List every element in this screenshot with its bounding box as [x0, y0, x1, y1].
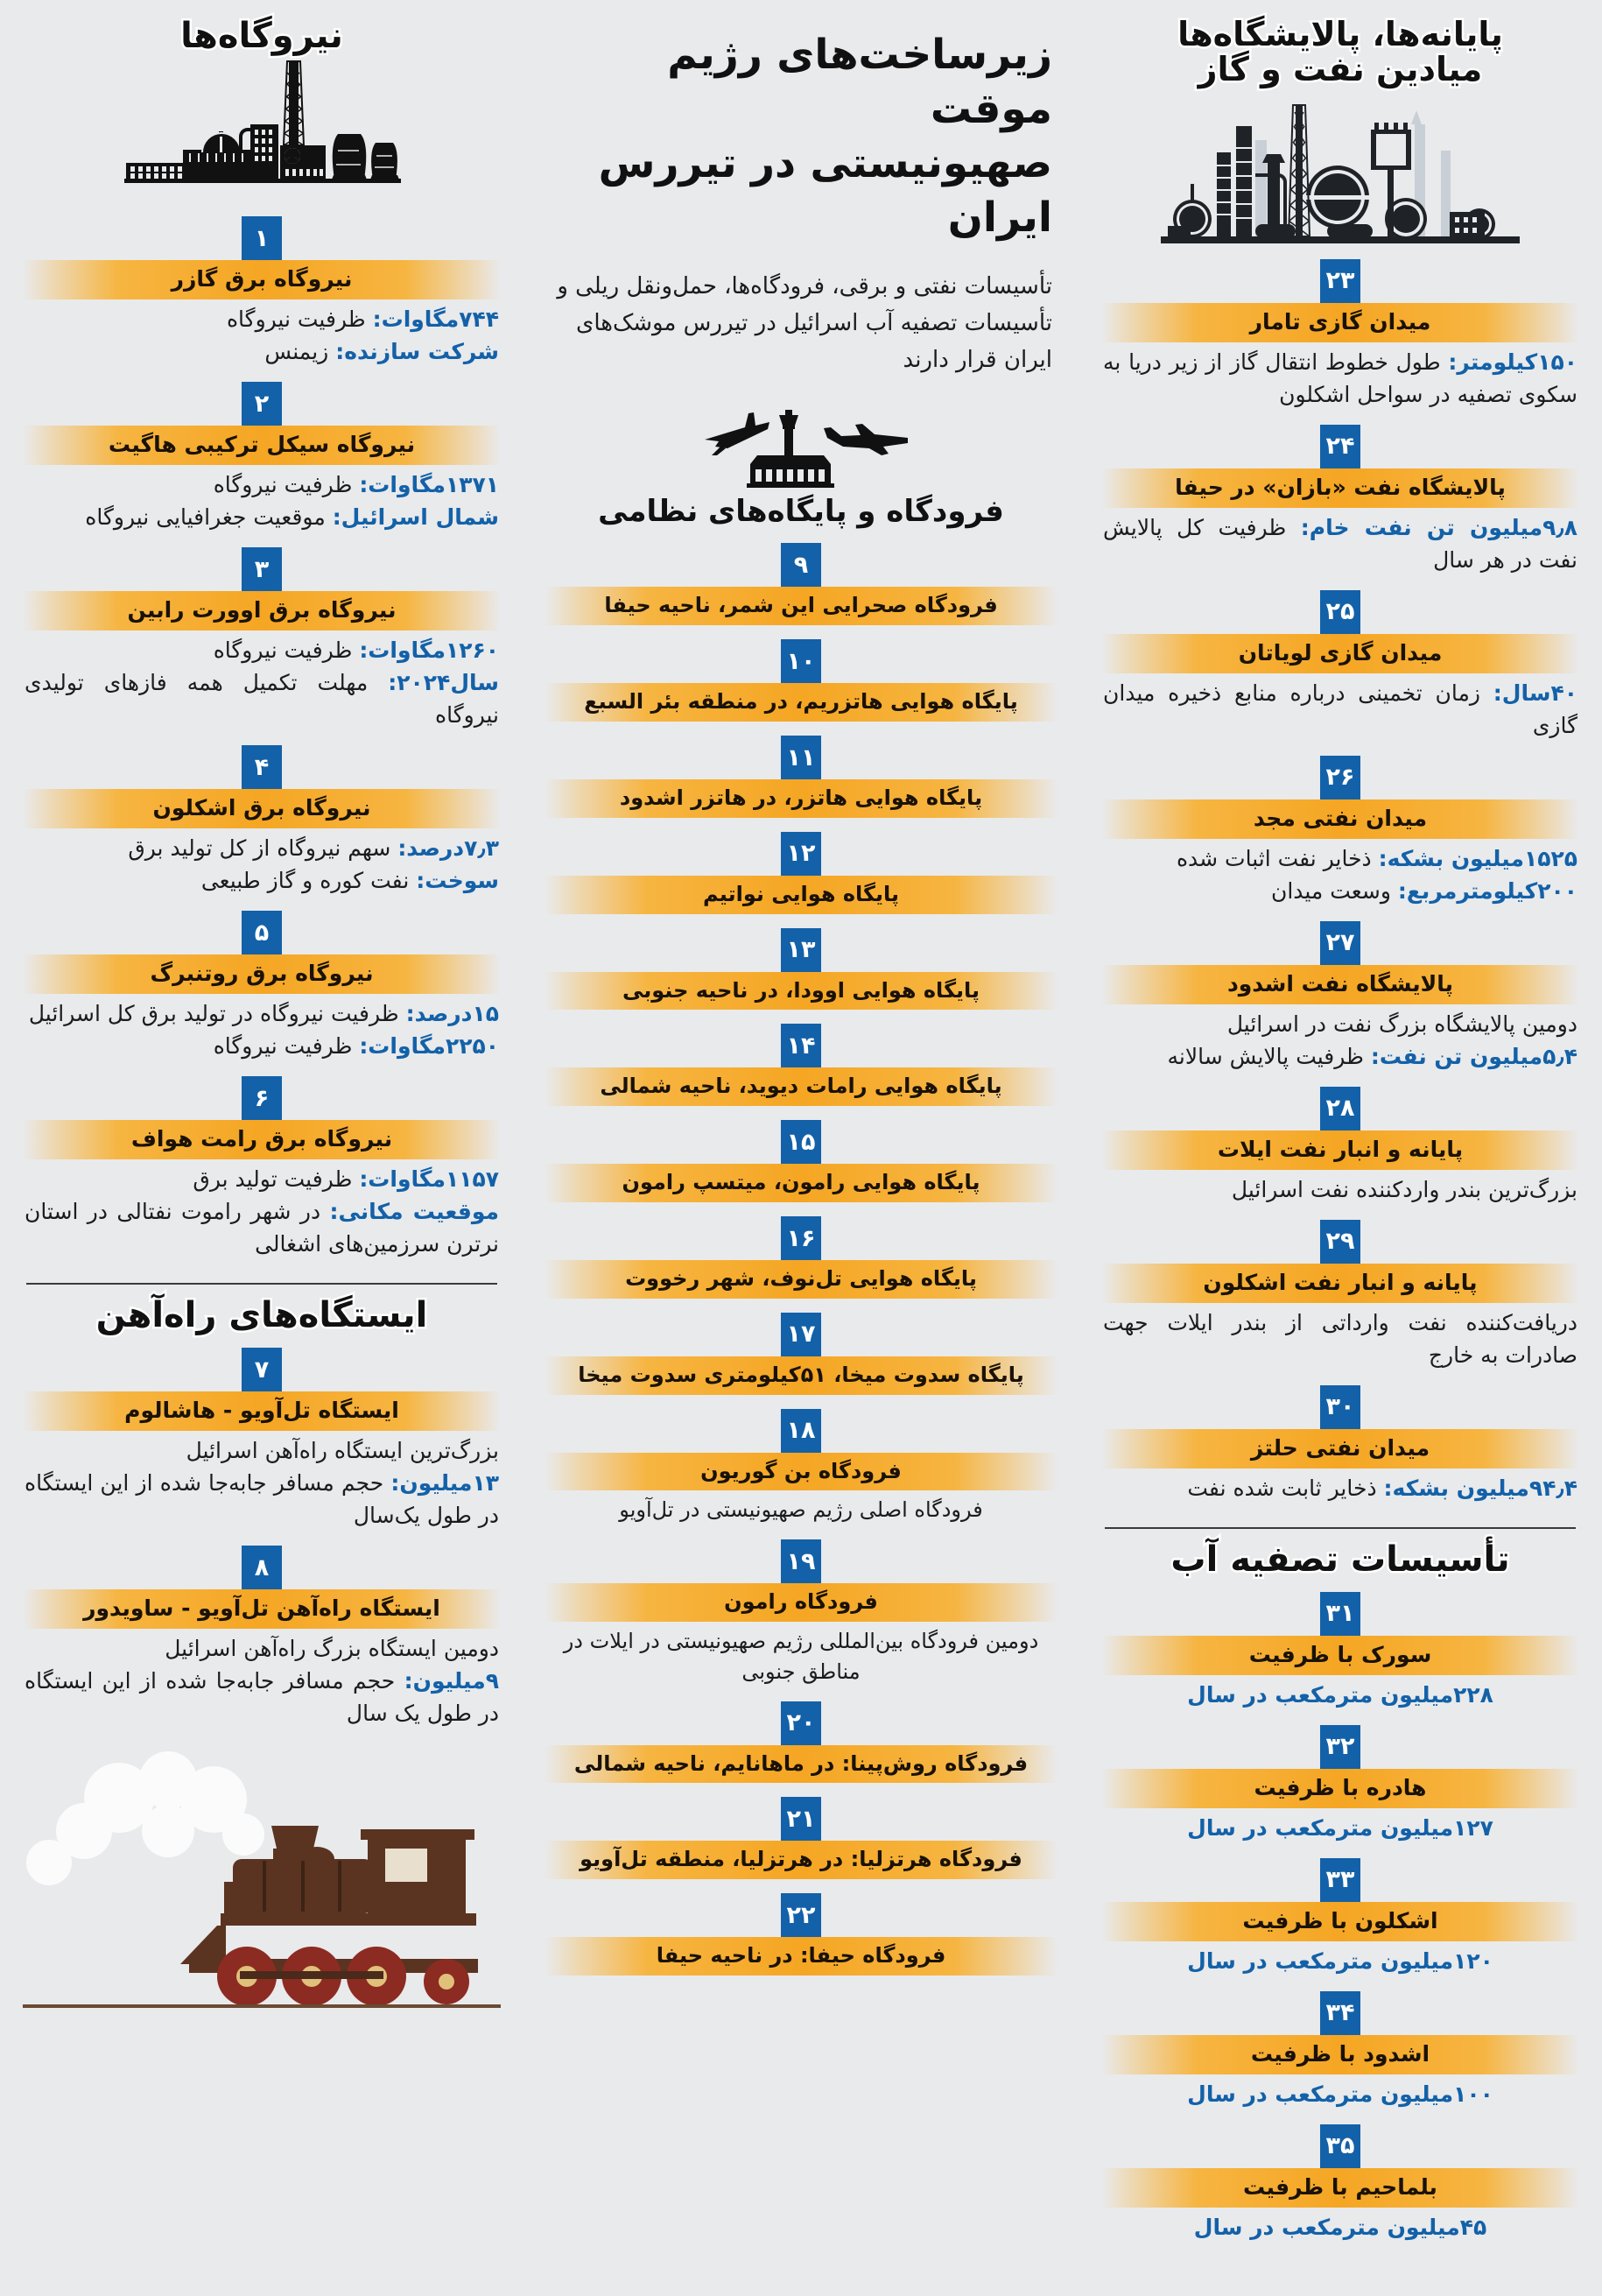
- oil-refinery-icon: [1152, 79, 1528, 245]
- entry-desc: [23, 994, 501, 1062]
- fact-value: ظرفیت نیروگاه در تولید برق کل اسرائیل: [28, 1001, 399, 1026]
- fact-value: موقعیت جغرافیایی نیروگاه: [85, 504, 326, 530]
- fact-label: ۴۰سال:: [1493, 680, 1577, 706]
- entry-number: ۹: [781, 543, 821, 587]
- entry-number: ۱: [242, 216, 282, 260]
- fact-value: زمان تخمینی درباره منابع ذخیره میدان گازی: [1103, 680, 1577, 738]
- fact-value: طول خطوط انتقال گاز از زیر دریا به سکوی تصفیه در سواحل اشکلون: [1103, 349, 1577, 407]
- entry-32: [1101, 1725, 1579, 1844]
- entry-number: ۱۷: [781, 1313, 821, 1356]
- fact-label: سال۲۰۲۴:: [388, 670, 499, 695]
- entry-23: [1101, 259, 1579, 411]
- entry-35: [1101, 2124, 1579, 2243]
- entry-desc: [1101, 1004, 1579, 1073]
- entry-title: پایگاه هوایی اوودا، در ناحیه جنوبی: [545, 972, 1057, 1011]
- fact-value: ذخایر ثابت شده نفت: [1187, 1475, 1377, 1501]
- entry-number: ۱۹: [781, 1539, 821, 1583]
- fact-label: شرکت سازنده:: [335, 339, 499, 364]
- entry-9: [545, 543, 1057, 625]
- entry-desc: [23, 299, 501, 368]
- entry-desc: [1101, 839, 1579, 907]
- entry-desc: [23, 465, 501, 533]
- entry-12: [545, 832, 1057, 914]
- fact-label: ۷۴۴مگاوات:: [372, 306, 499, 332]
- entry-title: میدان نفتی مجد: [1101, 799, 1579, 839]
- entry-title: پایانه و انبار نفت اشکلون: [1101, 1264, 1579, 1303]
- entry-desc: [23, 1431, 501, 1532]
- entry-14: [545, 1024, 1057, 1106]
- airport-entry-list: [545, 543, 1057, 1976]
- entry-capacity: ۱۲۰میلیون مترمکعب در سال: [1187, 1947, 1493, 1974]
- entry-number: ۲۴: [1320, 425, 1360, 468]
- entry-15: [545, 1120, 1057, 1202]
- fact-value: ظرفیت نیروگاه: [226, 306, 366, 332]
- page-title: [548, 28, 1052, 245]
- entry-6: [23, 1076, 501, 1260]
- entry-title: اشدود با ظرفیت: [1101, 2035, 1579, 2074]
- entry-28: [1101, 1087, 1579, 1206]
- water-entry-list: [1101, 1592, 1579, 2243]
- locomotive-illustration-area: [23, 1745, 501, 2008]
- entry-title: پایگاه سدوت میخا، ۵۱کیلومتری سدوت میخا: [545, 1356, 1057, 1395]
- entry-number: ۲۹: [1320, 1220, 1360, 1264]
- fact-value: سهم نیروگاه از کل تولید برق: [128, 835, 391, 861]
- entry-7: [23, 1348, 501, 1532]
- entry-5: [23, 911, 501, 1062]
- entry-title: نیروگاه برق گازر: [23, 260, 501, 299]
- steam-locomotive-icon: [23, 1750, 501, 2008]
- section-divider: [1105, 1527, 1576, 1529]
- fact-label: ۲۰۰کیلومترمربع:: [1397, 877, 1577, 904]
- fact-value: ظرفیت نیروگاه: [213, 1033, 353, 1059]
- fighter-jet-icon: [824, 424, 908, 455]
- fact-label: ۱۵درصد:: [405, 1001, 499, 1026]
- entry-24: [1101, 425, 1579, 576]
- section-header-line2: میادین نفت و گاز: [1198, 49, 1483, 88]
- fact-label: ۲۲۵۰مگاوات:: [359, 1033, 499, 1059]
- entry-title: میدان نفتی حلتز: [1101, 1429, 1579, 1468]
- entry-19: [545, 1539, 1057, 1687]
- entry-number: ۲۶: [1320, 756, 1360, 799]
- fact-value: حجم مسافر جابه‌جا شده از این ایستگاه در طول یک‌سال: [25, 1470, 499, 1528]
- fact-label: ۱۳۷۱مگاوات:: [359, 472, 499, 497]
- page-subtitle: تأسیسات نفتی و برقی، فرودگاه‌ها، حمل‌ونقل ریلی و تأسیسات تصفیه آب اسرائیل در تیررس موشک‌های ایران قرار دارند: [557, 273, 1052, 374]
- entry-title: فرودگاه روش‌پینا: در ماهانایم، ناحیه شمالی: [545, 1745, 1057, 1784]
- entry-title: نیروگاه برق اوورت رابین: [23, 591, 501, 630]
- entry-desc: [1101, 508, 1579, 576]
- entry-capacity: ۱۰۰میلیون مترمکعب در سال: [1187, 2081, 1493, 2107]
- fact-label: سوخت:: [416, 868, 499, 893]
- column-power-plants: [0, 0, 525, 2296]
- entry-22: [545, 1893, 1057, 1976]
- entry-desc: [1101, 1468, 1579, 1504]
- entry-34: [1101, 1991, 1579, 2110]
- fact-value: دومین پالایشگاه بزرگ نفت در اسرائیل: [1226, 1011, 1577, 1037]
- entry-27: [1101, 921, 1579, 1073]
- fact-label: ۱۳میلیون:: [390, 1470, 499, 1496]
- entry-number: ۳۲: [1320, 1725, 1360, 1769]
- fact-label: ۱۱۵۷مگاوات:: [359, 1166, 499, 1192]
- entry-title: هادره با ظرفیت: [1101, 1769, 1579, 1808]
- section-header-water-treatment: تأسیسات تصفیه آب: [1170, 1539, 1510, 1580]
- entry-desc: [1101, 673, 1579, 742]
- fact-value: وسعت میدان: [1270, 877, 1391, 904]
- entry-10: [545, 639, 1057, 722]
- fact-label: ۱۵۰کیلومتر:: [1448, 349, 1577, 375]
- fact-value: نفت کوره و گاز طبیعی: [200, 868, 410, 893]
- fact-label: ۹میلیون:: [404, 1668, 499, 1694]
- fact-value: دومین ایستگاه بزرگ راه‌آهن اسرائیل: [165, 1636, 499, 1661]
- entry-number: ۵: [242, 911, 282, 954]
- fact-value: ظرفیت کل پالایش نفت در هر سال: [1103, 514, 1577, 573]
- entry-title: فرودگاه بن گوریون: [545, 1453, 1057, 1491]
- entry-number: ۱۶: [781, 1216, 821, 1260]
- entry-number: ۳۳: [1320, 1858, 1360, 1902]
- entry-number: ۳۱: [1320, 1592, 1360, 1636]
- fact-label: ۵٫۴میلیون تن نفت:: [1370, 1043, 1577, 1069]
- entry-title: پایگاه هوایی هاتزر، در هاتزر اشدود: [545, 779, 1057, 818]
- fact-value: در شهر راموت نفتالی در استان نرترن سرزمین‌های اشغالی: [25, 1199, 499, 1257]
- entry-number: ۷: [242, 1348, 282, 1391]
- entry-title: نیروگاه برق اشکلون: [23, 789, 501, 828]
- entry-number: ۱۰: [781, 639, 821, 683]
- entry-title: پایگاه هوایی رامات دیوید، ناحیه شمالی: [545, 1067, 1057, 1106]
- fact-value: ظرفیت نیروگاه: [213, 472, 353, 497]
- fact-label: ۷٫۳درصد:: [397, 835, 499, 861]
- entry-33: [1101, 1858, 1579, 1977]
- entry-capacity: ۲۲۸میلیون مترمکعب در سال: [1187, 1681, 1493, 1708]
- entry-desc: [23, 1159, 501, 1260]
- entry-title: ایستگاه تل‌آویو - هاشالوم: [23, 1391, 501, 1431]
- section-header-oil-gas: [1101, 15, 1579, 88]
- power-plant-icon: [117, 49, 406, 202]
- entry-title: سورک با ظرفیت: [1101, 1636, 1579, 1675]
- entry-number: ۱۴: [781, 1024, 821, 1067]
- railway-entry-list: [23, 1348, 501, 1729]
- entry-11: [545, 736, 1057, 818]
- entry-31: [1101, 1592, 1579, 1711]
- oil-gas-entry-list: [1101, 259, 1579, 1504]
- entry-title: پالایشگاه نفت «بازان» در حیفا: [1101, 468, 1579, 508]
- entry-title: پایگاه هوایی رامون، میتسپ رامون: [545, 1164, 1057, 1202]
- fact-value: بزرگ‌ترین ایستگاه راه‌آهن اسرائیل: [186, 1438, 499, 1463]
- entry-number: ۲: [242, 382, 282, 426]
- entry-title: نیروگاه سیکل ترکیبی هاگیت: [23, 426, 501, 465]
- fact-value: ذخایر نفت اثبات شده: [1176, 845, 1372, 871]
- entry-title: پایگاه هوایی هاتزریم، در منطقه بئر السبع: [545, 683, 1057, 722]
- entry-title: پایانه و انبار نفت ایلات: [1101, 1130, 1579, 1170]
- entry-number: ۶: [242, 1076, 282, 1120]
- fact-label: ۱۲۶۰مگاوات:: [359, 637, 499, 663]
- fact-label: ۹۴٫۴میلیون بشکه:: [1383, 1475, 1577, 1501]
- entry-title: اشکلون با ظرفیت: [1101, 1902, 1579, 1941]
- page-title-line1: زیرساخت‌های رژیم موقت: [667, 31, 1052, 134]
- section-header-power-plants: نیروگاه‌ها: [180, 16, 343, 56]
- entry-number: ۱۳: [781, 928, 821, 972]
- fact-value: ظرفیت نیروگاه: [213, 637, 353, 663]
- entry-number: ۲۱: [781, 1797, 821, 1841]
- entry-desc: فرودگاه اصلی رژیم صهیونیستی در تل‌آویو: [619, 1497, 983, 1523]
- entry-number: ۱۵: [781, 1120, 821, 1164]
- entry-13: [545, 928, 1057, 1011]
- entry-title: نیروگاه برق روتنبرگ: [23, 954, 501, 994]
- entry-number: ۳: [242, 547, 282, 591]
- entry-number: ۱۸: [781, 1409, 821, 1453]
- entry-title: فرودگاه هرتزلیا: در هرتزلیا، منطقه تل‌آویو: [545, 1841, 1057, 1879]
- entry-number: ۸: [242, 1546, 282, 1589]
- entry-number: ۲۰: [781, 1701, 821, 1745]
- entry-title: فرودگاه حیفا: در ناحیه حیفا: [545, 1937, 1057, 1976]
- entry-26: [1101, 756, 1579, 907]
- column-airports-military: [525, 0, 1077, 2296]
- fact-value: ظرفیت تولید برق: [193, 1166, 353, 1192]
- fact-value: مهلت تکمیل همه فازهای تولیدی نیروگاه: [25, 670, 499, 728]
- entry-capacity: ۴۵میلیون مترمکعب در سال: [1193, 2214, 1487, 2240]
- entry-desc: [23, 630, 501, 731]
- entry-capacity: ۱۲۷میلیون مترمکعب در سال: [1187, 1814, 1493, 1841]
- power-plant-entry-list: [23, 216, 501, 1260]
- page-title-line2: صهیونیستی در تیررس ایران: [598, 139, 1052, 243]
- entry-1: [23, 216, 501, 368]
- entry-number: ۲۵: [1320, 590, 1360, 634]
- entry-18: [545, 1409, 1057, 1526]
- entry-number: ۴: [242, 745, 282, 789]
- entry-desc: [23, 828, 501, 897]
- entry-number: ۲۸: [1320, 1087, 1360, 1130]
- fact-value: ظرفیت پالایش سالانه: [1167, 1043, 1364, 1069]
- entry-25: [1101, 590, 1579, 742]
- entry-title: میدان گازی لویاتان: [1101, 634, 1579, 673]
- entry-30: [1101, 1385, 1579, 1504]
- entry-title: نیروگاه برق رامت هواف: [23, 1120, 501, 1159]
- entry-desc: دومین فرودگاه بین‌المللی رژیم صهیونیستی در ایلات در مناطق جنوبی: [563, 1629, 1039, 1684]
- column-oil-gas-water: [1077, 0, 1602, 2296]
- entry-number: ۳۰: [1320, 1385, 1360, 1429]
- entry-title: پایگاه هوایی تل‌نوف، شهر رخووت: [545, 1260, 1057, 1299]
- entry-title: فرودگاه صحرایی این شمر، ناحیه حیفا: [545, 587, 1057, 625]
- section-header-line1: پایانه‌ها، پالایشگاه‌ها: [1177, 15, 1503, 53]
- entry-29: [1101, 1220, 1579, 1371]
- entry-number: ۲۳: [1320, 259, 1360, 303]
- entry-desc: [1101, 1303, 1579, 1371]
- entry-3: [23, 547, 501, 731]
- fact-label: شمال اسرائیل:: [332, 504, 499, 530]
- fact-label: ۱۵۲۵میلیون بشکه:: [1378, 845, 1577, 871]
- entry-desc: [1101, 342, 1579, 411]
- entry-title: بلماحیم با ظرفیت: [1101, 2168, 1579, 2208]
- fact-label: موقعیت مکانی:: [329, 1199, 500, 1224]
- fact-value: بزرگ‌ترین بندر واردکننده نفت اسرائیل: [1231, 1176, 1577, 1202]
- entry-4: [23, 745, 501, 897]
- entry-2: [23, 382, 501, 533]
- entry-20: [545, 1701, 1057, 1784]
- fact-value: حجم مسافر جابه‌جا شده از این ایستگاه در طول یک سال: [25, 1668, 499, 1726]
- entry-21: [545, 1797, 1057, 1879]
- fact-value: دریافت‌کننده نفت وارداتی از بندر ایلات جهت صادرات به خارج: [1103, 1309, 1577, 1368]
- entry-title: ایستگاه راه‌آهن تل‌آویو - ساویدور: [23, 1589, 501, 1629]
- entry-number: ۱۲: [781, 832, 821, 876]
- entry-number: ۲۷: [1320, 921, 1360, 965]
- entry-8: [23, 1546, 501, 1729]
- entry-title: پالایشگاه نفت اشدود: [1101, 965, 1579, 1004]
- section-divider: [26, 1283, 497, 1285]
- entry-number: ۳۵: [1320, 2124, 1360, 2168]
- section-header-railway-stations: ایستگاه‌های راه‌آهن: [95, 1295, 428, 1335]
- entry-number: ۱۱: [781, 736, 821, 779]
- entry-title: فرودگاه رامون: [545, 1583, 1057, 1622]
- entry-desc: [1101, 1170, 1579, 1206]
- entry-title: میدان گازی تامار: [1101, 303, 1579, 342]
- entry-17: [545, 1313, 1057, 1395]
- fact-value: زیمنس: [264, 339, 329, 364]
- entry-16: [545, 1216, 1057, 1299]
- entry-number: ۲۲: [781, 1893, 821, 1937]
- airport-terminal-icon: [694, 405, 909, 489]
- entry-desc: [23, 1629, 501, 1729]
- fact-label: ۹٫۸میلیون تن نفت خام:: [1300, 514, 1577, 540]
- entry-title: پایگاه هوایی نواتیم: [545, 876, 1057, 914]
- entry-number: ۳۴: [1320, 1991, 1360, 2035]
- section-header-airports: فرودگاه و پایگاه‌های نظامی: [598, 494, 1004, 530]
